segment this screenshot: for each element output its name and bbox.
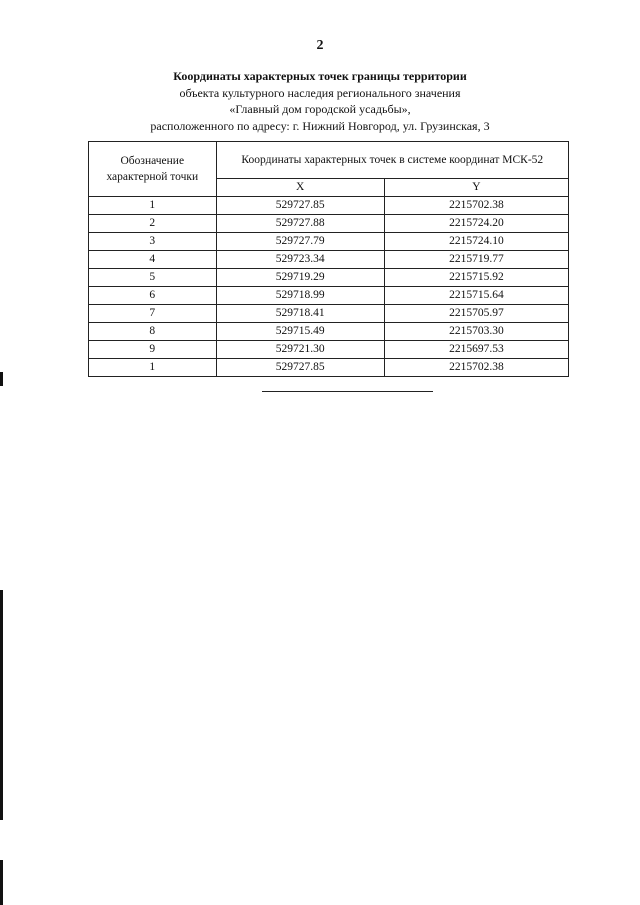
table-row <box>89 215 569 233</box>
x-cell: 529727.85 <box>216 197 384 215</box>
heading-line-name: «Главный дом городской усадьбы», <box>229 102 411 116</box>
y-cell: 2215705.97 <box>384 305 568 323</box>
x-cell: 529715.49 <box>216 323 384 341</box>
table-row <box>89 233 569 251</box>
point-cell: 9 <box>89 341 217 359</box>
coordinates-table <box>88 141 569 377</box>
heading-line-object: объекта культурного наследия регионального значения <box>179 85 461 100</box>
x-cell: 529723.34 <box>216 251 384 269</box>
heading-line-address: расположенного по адресу: г. Нижний Новгород, ул. Грузинская, 3 <box>150 118 490 133</box>
x-cell: 529721.30 <box>216 341 384 359</box>
y-cell: 2215702.38 <box>384 197 568 215</box>
page-number: 2 <box>316 38 324 53</box>
y-column-header: Y <box>384 179 568 197</box>
coordinate-system-header: Координаты характерных точек в системе координат МСК-52 <box>216 142 568 179</box>
point-cell: 8 <box>89 323 217 341</box>
point-cell: 4 <box>89 251 217 269</box>
table-row <box>89 197 569 215</box>
table-row <box>89 287 569 305</box>
x-cell: 529727.85 <box>216 359 384 377</box>
scan-edge-mark <box>0 372 3 386</box>
point-cell: 1 <box>89 359 217 377</box>
point-cell: 2 <box>89 215 217 233</box>
y-cell: 2215697.53 <box>384 341 568 359</box>
point-designation-header: Обозначение характерной точки <box>89 142 217 197</box>
document-heading <box>0 68 640 134</box>
x-cell: 529719.29 <box>216 269 384 287</box>
scan-edge-mark <box>0 590 3 820</box>
table-row <box>89 305 569 323</box>
table-row <box>89 359 569 377</box>
y-cell: 2215703.30 <box>384 323 568 341</box>
table-row <box>89 269 569 287</box>
y-cell: 2215724.20 <box>384 215 568 233</box>
y-cell: 2215719.77 <box>384 251 568 269</box>
point-cell: 1 <box>89 197 217 215</box>
x-cell: 529727.88 <box>216 215 384 233</box>
table-row <box>89 323 569 341</box>
point-cell: 6 <box>89 287 217 305</box>
y-cell: 2215724.10 <box>384 233 568 251</box>
document-title: Координаты характерных точек границы территории <box>173 69 467 83</box>
x-cell: 529718.41 <box>216 305 384 323</box>
point-cell: 3 <box>89 233 217 251</box>
table-row <box>89 251 569 269</box>
table-row <box>89 341 569 359</box>
scan-edge-mark <box>0 860 3 905</box>
y-cell: 2215702.38 <box>384 359 568 377</box>
point-cell: 7 <box>89 305 217 323</box>
y-cell: 2215715.64 <box>384 287 568 305</box>
x-cell: 529727.79 <box>216 233 384 251</box>
x-cell: 529718.99 <box>216 287 384 305</box>
point-cell: 5 <box>89 269 217 287</box>
closing-rule <box>262 391 433 392</box>
x-column-header: X <box>216 179 384 197</box>
y-cell: 2215715.92 <box>384 269 568 287</box>
